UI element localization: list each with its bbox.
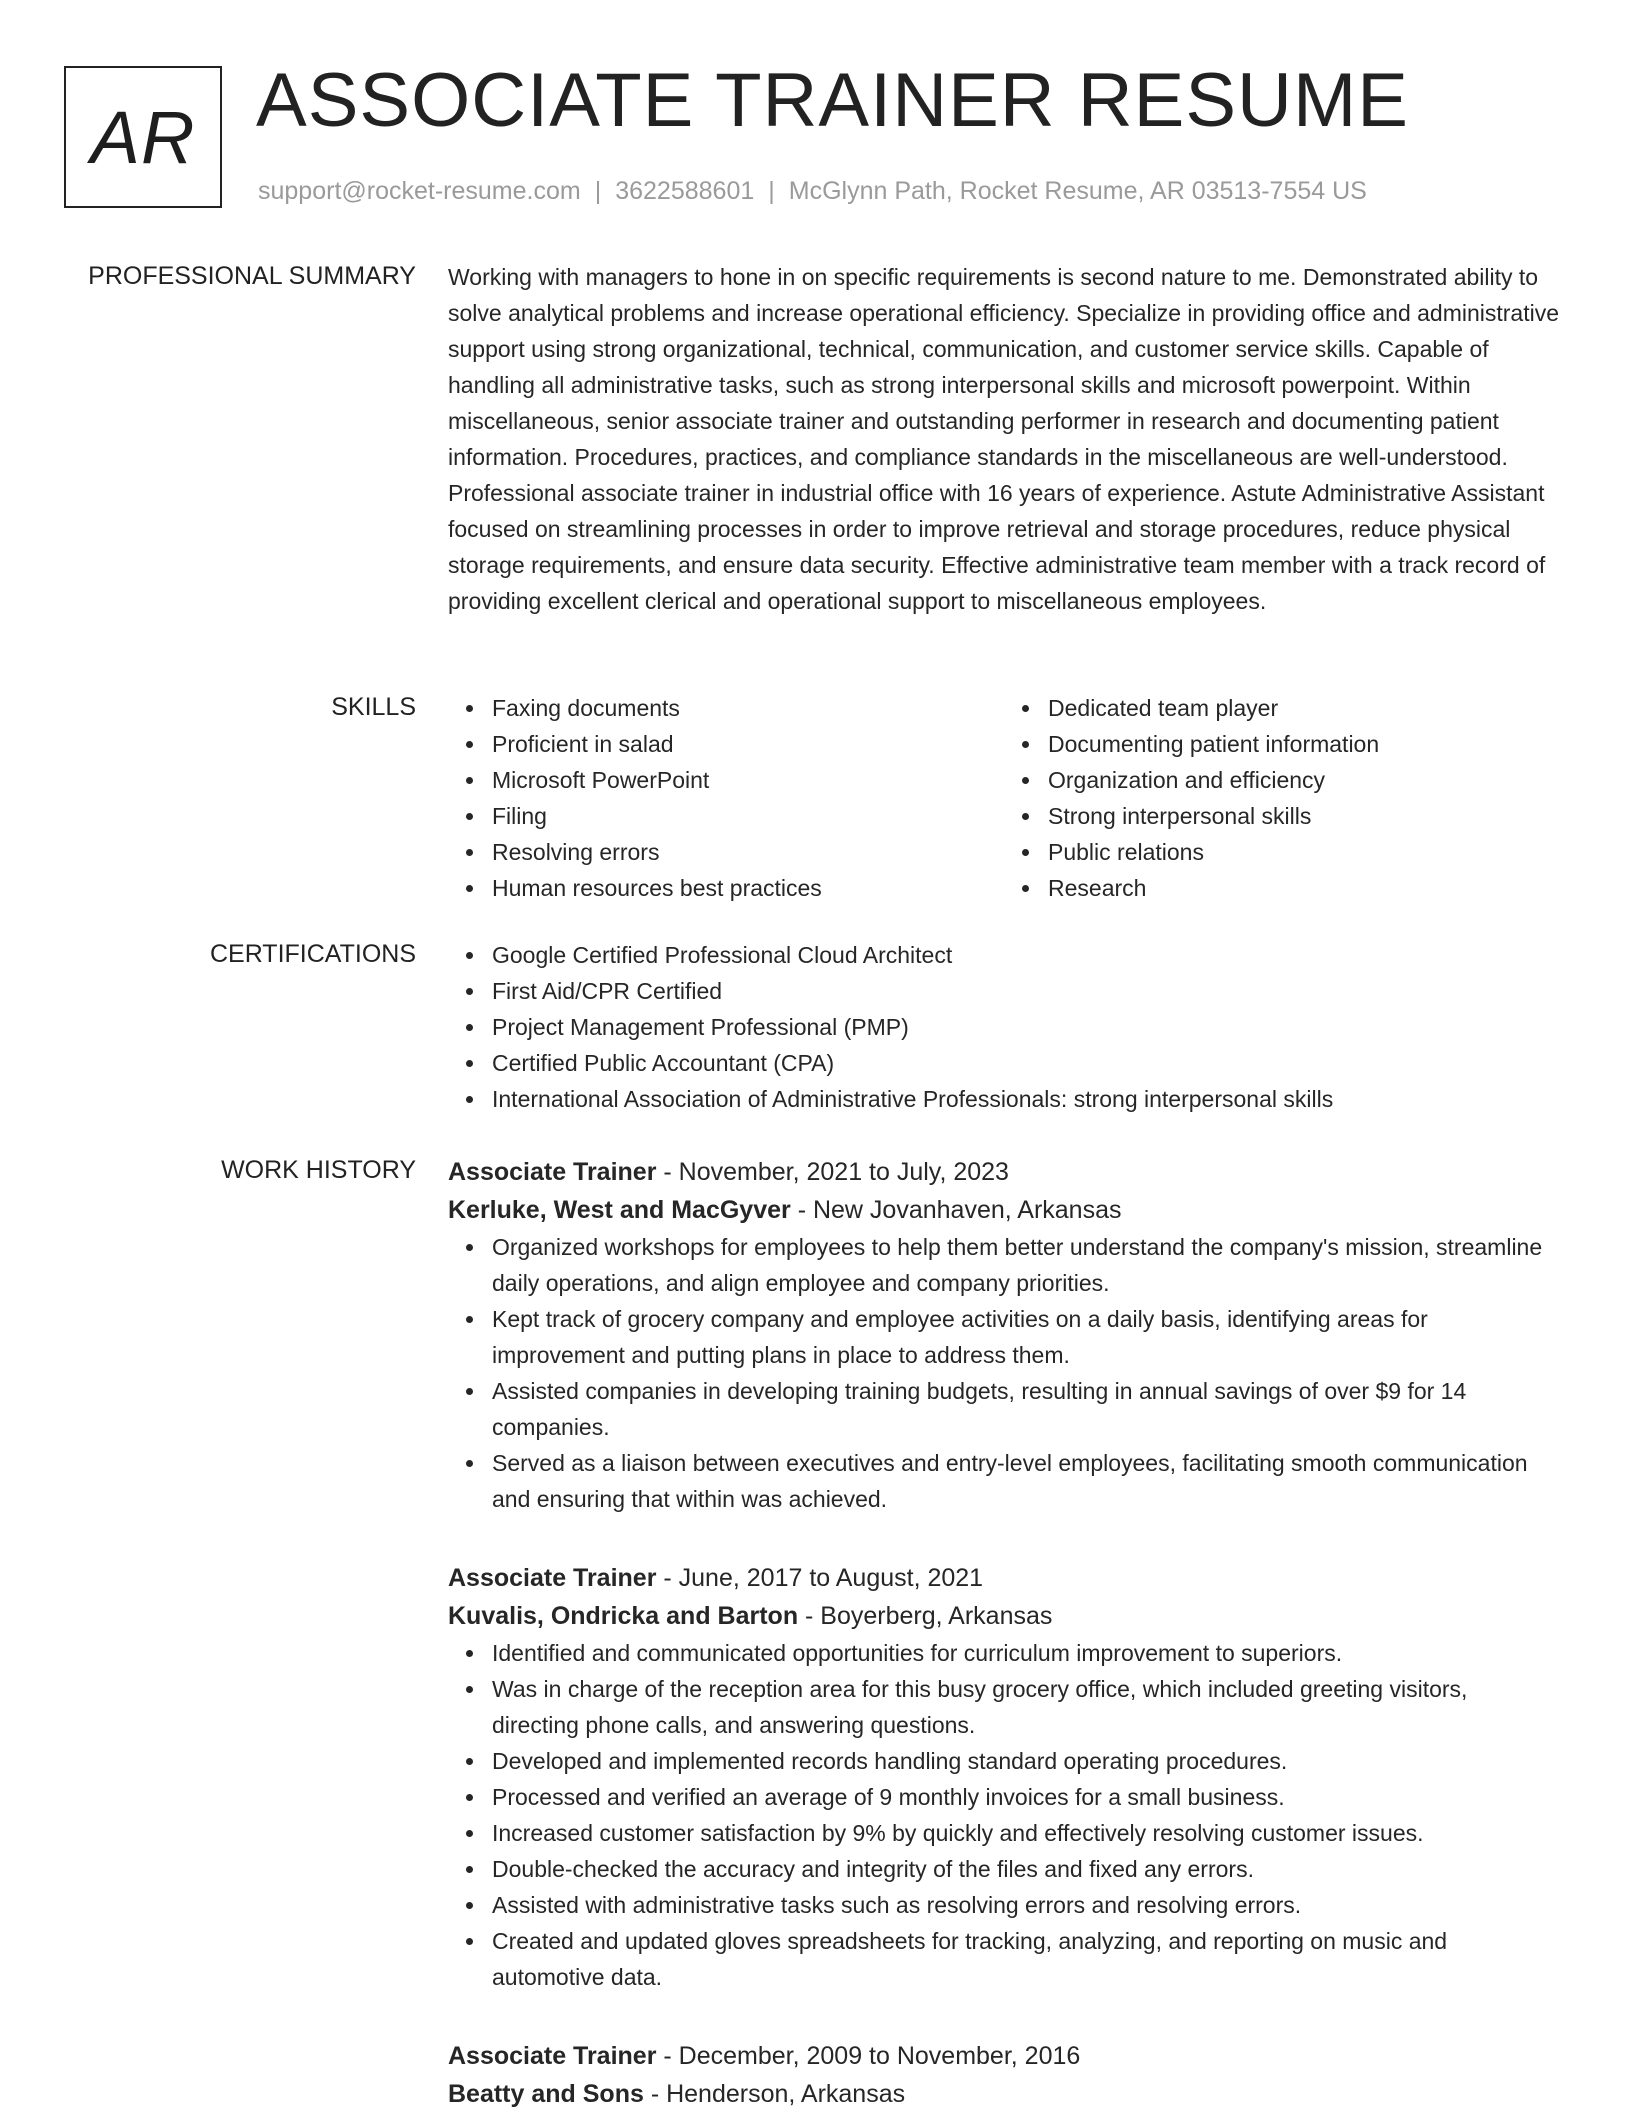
job-company-line (448, 1597, 1560, 1635)
job-entry (448, 2037, 1560, 2113)
job-title: Associate Trainer (448, 2042, 657, 2070)
job-company: Beatty and Sons (448, 2080, 644, 2108)
job-duty: Developed and implemented records handling standard operating procedures. (492, 1743, 1560, 1779)
job-duty: Was in charge of the reception area for this busy grocery office, which included greeting visitors, directing phone calls, and answering questions. (492, 1671, 1560, 1743)
summary-text: Working with managers to hone in on specific requirements is second nature to me. Demonstrated ability to solve analytical problems and increase operational efficiency. Specialize in providing office and administrative support using strong organizational, technical, communication, and customer service skills. Capable of handling all administrative tasks, such as strong interpersonal skills and microsoft powerpoint. Within miscellaneous, senior associate trainer and outstanding performer in research and documenting patient information. Procedures, practices, and compliance standards in the miscellaneous are well-understood. Professional associate trainer in industrial office with 16 years of experience. Astute Administrative Assistant focused on streamlining processes in order to improve retrieval and storage procedures, reduce physical storage requirements, and ensure data security. Effective administrative team member with a track record of providing excellent clerical and operational support to miscellaneous employees. (448, 264, 1560, 614)
job-location: - Henderson, Arkansas (643, 2080, 906, 2108)
job-title: Associate Trainer (448, 1158, 657, 1186)
certifications-list (448, 937, 1560, 1117)
job-duty: Identified and communicated opportunities for curriculum improvement to superiors. (492, 1635, 1560, 1671)
job-duty: Assisted with administrative tasks such as resolving errors and resolving errors. (492, 1887, 1560, 1923)
summary-body (448, 259, 1560, 619)
skill-item: Organization and efficiency (1048, 762, 1560, 798)
job-duty: Organized workshops for employees to help them better understand the company's mission, streamline daily operations, and align employee and company priorities. (492, 1229, 1560, 1301)
job-title-line (448, 1559, 1560, 1597)
job-entry (448, 1559, 1560, 1995)
certification-item: Google Certified Professional Cloud Architect (492, 937, 1560, 973)
job-company-line (448, 2075, 1560, 2113)
skill-item: Documenting patient information (1048, 726, 1560, 762)
job-company-line (448, 1191, 1560, 1229)
skill-item: Strong interpersonal skills (1048, 798, 1560, 834)
skill-item: Proficient in salad (492, 726, 1004, 762)
skill-item: Human resources best practices (492, 870, 1004, 906)
contact-separator: | (594, 177, 602, 205)
skills-body (448, 690, 1560, 906)
job-dates: - June, 2017 to August, 2021 (656, 1564, 984, 1592)
skill-item: Faxing documents (492, 690, 1004, 726)
skills-heading: SKILLS (331, 693, 416, 721)
job-duties-list (448, 1635, 1560, 1995)
skill-item: Dedicated team player (1048, 690, 1560, 726)
job-title-line (448, 2037, 1560, 2075)
job-duties-list (448, 1229, 1560, 1517)
contact-phone: 3622588601 (615, 177, 755, 205)
skills-list-right (1004, 690, 1560, 906)
job-title: Associate Trainer (448, 1564, 657, 1592)
job-duty: Increased customer satisfaction by 9% by quickly and effectively resolving customer issues. (492, 1815, 1560, 1851)
contact-address: McGlynn Path, Rocket Resume, AR 03513-7554 US (788, 177, 1367, 205)
work-history-body (448, 1153, 1560, 2113)
summary-heading: PROFESSIONAL SUMMARY (88, 262, 416, 290)
skill-item: Microsoft PowerPoint (492, 762, 1004, 798)
job-company: Kerluke, West and MacGyver (448, 1196, 791, 1224)
monogram-logo (64, 66, 222, 208)
resume-title: ASSOCIATE TRAINER RESUME (256, 58, 1409, 143)
skills-list-left (448, 690, 1004, 906)
skill-item: Filing (492, 798, 1004, 834)
work-history-heading: WORK HISTORY (221, 1156, 416, 1184)
job-title-line (448, 1153, 1560, 1191)
job-company: Kuvalis, Ondricka and Barton (448, 1602, 799, 1630)
contact-separator: | (768, 177, 775, 205)
monogram-initials: AR (90, 95, 196, 179)
job-location: - Boyerberg, Arkansas (798, 1602, 1053, 1630)
skill-item: Research (1048, 870, 1560, 906)
job-duty: Served as a liaison between executives and entry-level employees, facilitating smooth communication and ensuring that within was achieved. (492, 1445, 1560, 1517)
certifications-body (448, 937, 1560, 1117)
job-duty: Kept track of grocery company and employee activities on a daily basis, identifying areas for improvement and putting plans in place to address them. (492, 1301, 1560, 1373)
certifications-heading: CERTIFICATIONS (209, 940, 416, 968)
contact-email: support@rocket-resume.com (258, 177, 581, 205)
contact-line (258, 176, 1367, 206)
skills-columns (448, 690, 1560, 906)
job-duty: Processed and verified an average of 9 monthly invoices for a small business. (492, 1779, 1560, 1815)
certification-item: Project Management Professional (PMP) (492, 1009, 1560, 1045)
job-dates: - December, 2009 to November, 2016 (656, 2042, 1081, 2070)
skill-item: Public relations (1048, 834, 1560, 870)
certification-item: Certified Public Accountant (CPA) (492, 1045, 1560, 1081)
job-duty: Assisted companies in developing training budgets, resulting in annual savings of over $9 for 14 companies. (492, 1373, 1560, 1445)
job-entry (448, 1153, 1560, 1517)
job-dates: - November, 2021 to July, 2023 (656, 1158, 1009, 1186)
job-location: - New Jovanhaven, Arkansas (790, 1196, 1122, 1224)
certification-item: International Association of Administrative Professionals: strong interpersonal skills (492, 1081, 1560, 1117)
certification-item: First Aid/CPR Certified (492, 973, 1560, 1009)
job-duty: Double-checked the accuracy and integrity of the files and fixed any errors. (492, 1851, 1560, 1887)
skill-item: Resolving errors (492, 834, 1004, 870)
job-duty: Created and updated gloves spreadsheets for tracking, analyzing, and reporting on music and automotive data. (492, 1923, 1560, 1995)
